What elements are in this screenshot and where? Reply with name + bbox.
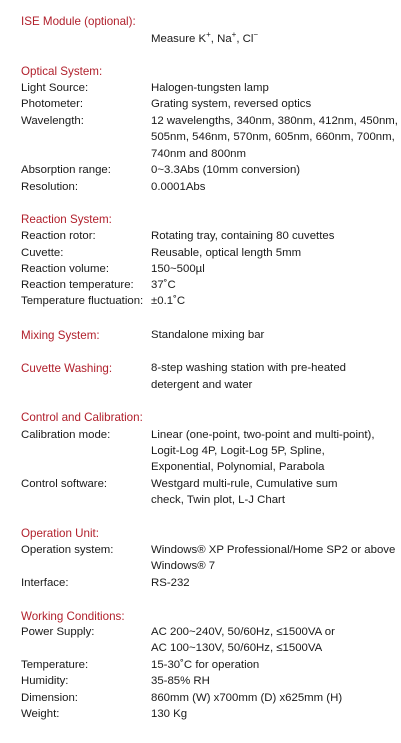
- working-temperature-label: Temperature:: [21, 659, 89, 671]
- wavelength-label: Wavelength:: [21, 115, 84, 127]
- ise-separator-na: , Na: [210, 33, 232, 45]
- ise-heading: ISE Module (optional):: [21, 15, 136, 28]
- power-supply-value-line: AC 100~130V, 50/60Hz, ≤1500VA: [151, 642, 323, 654]
- calibration-mode-value-line: Linear (one-point, two-point and multi-point),: [151, 429, 375, 441]
- interface-label: Interface:: [21, 577, 69, 589]
- reaction-rotor-label: Reaction rotor:: [21, 230, 96, 242]
- power-supply-label: Power Supply:: [21, 626, 95, 638]
- power-supply-value-line: AC 200~240V, 50/60Hz, ≤1500VA or: [151, 626, 335, 638]
- reaction-heading: Reaction System:: [21, 213, 112, 226]
- resolution-label: Resolution:: [21, 181, 78, 193]
- reaction-volume-value: 150~500µl: [151, 263, 205, 275]
- ise-k-superscript: +: [206, 30, 211, 39]
- control-software-value-line: check, Twin plot, L-J Chart: [151, 494, 286, 506]
- working-temperature-value: 15-30˚C for operation: [151, 659, 260, 671]
- ise-cl-superscript: −: [253, 30, 259, 39]
- washing-heading: Cuvette Washing:: [21, 362, 113, 375]
- reaction-rotor-value: Rotating tray, containing 80 cuvettes: [151, 230, 335, 242]
- calibration-mode-label: Calibration mode:: [21, 429, 111, 441]
- operation-system-label: Operation system:: [21, 544, 114, 556]
- wavelength-value-line: 740nm and 800nm: [151, 148, 246, 160]
- photometer-value: Grating system, reversed optics: [151, 98, 312, 110]
- resolution-value: 0.0001Abs: [151, 181, 206, 193]
- weight-value: 130 Kg: [151, 708, 188, 720]
- reaction-volume-label: Reaction volume:: [21, 263, 110, 275]
- reaction-temperature-label: Reaction temperature:: [21, 279, 134, 291]
- working-heading: Working Conditions:: [21, 610, 125, 623]
- washing-value-line: detergent and water: [151, 379, 253, 391]
- calibration-mode-value-line: Exponential, Polynomial, Parabola: [151, 461, 325, 473]
- control-heading: Control and Calibration:: [21, 411, 143, 424]
- interface-value: RS-232: [151, 577, 190, 589]
- operation-system-value-line: Windows® XP Professional/Home SP2 or above: [151, 544, 396, 556]
- cuvette-label: Cuvette:: [21, 247, 64, 259]
- absorption-range-value: 0~3.3Abs (10mm conversion): [151, 164, 301, 176]
- optical-heading: Optical System:: [21, 65, 103, 78]
- control-software-value-line: Westgard multi-rule, Cumulative sum: [151, 478, 338, 490]
- reaction-temperature-value: 37˚C: [151, 279, 176, 291]
- absorption-range-label: Absorption range:: [21, 164, 111, 176]
- wavelength-value-line: 12 wavelengths, 340nm, 380nm, 412nm, 450nm,: [151, 115, 398, 127]
- temperature-fluctuation-value: ±0.1˚C: [151, 295, 186, 307]
- light-source-label: Light Source:: [21, 82, 89, 94]
- mixing-value: Standalone mixing bar: [151, 329, 265, 341]
- dimension-label: Dimension:: [21, 692, 78, 704]
- photometer-label: Photometer:: [21, 98, 84, 110]
- ise-separator-cl: , Cl: [236, 33, 254, 45]
- temperature-fluctuation-label: Temperature fluctuation:: [21, 295, 144, 307]
- humidity-value: 35-85% RH: [151, 675, 210, 687]
- calibration-mode-value-line: Logit-Log 4P, Logit-Log 5P, Spline,: [151, 445, 325, 457]
- light-source-value: Halogen-tungsten lamp: [151, 82, 269, 94]
- mixing-heading: Mixing System:: [21, 329, 100, 342]
- operation-heading: Operation Unit:: [21, 527, 99, 540]
- control-software-label: Control software:: [21, 478, 108, 490]
- wavelength-value-line: 505nm, 546nm, 570nm, 605nm, 660nm, 700nm,: [151, 131, 395, 143]
- ise-na-superscript: +: [231, 30, 237, 39]
- ise-measure-prefix: Measure K: [151, 33, 207, 45]
- weight-label: Weight:: [21, 708, 60, 720]
- ise-measure-value: [151, 30, 259, 45]
- washing-value-line: 8-step washing station with pre-heated: [151, 362, 347, 374]
- cuvette-value: Reusable, optical length 5mm: [151, 247, 302, 259]
- operation-system-value-line: Windows® 7: [151, 560, 216, 572]
- dimension-value: 860mm (W) x700mm (D) x625mm (H): [151, 692, 343, 704]
- humidity-label: Humidity:: [21, 675, 69, 687]
